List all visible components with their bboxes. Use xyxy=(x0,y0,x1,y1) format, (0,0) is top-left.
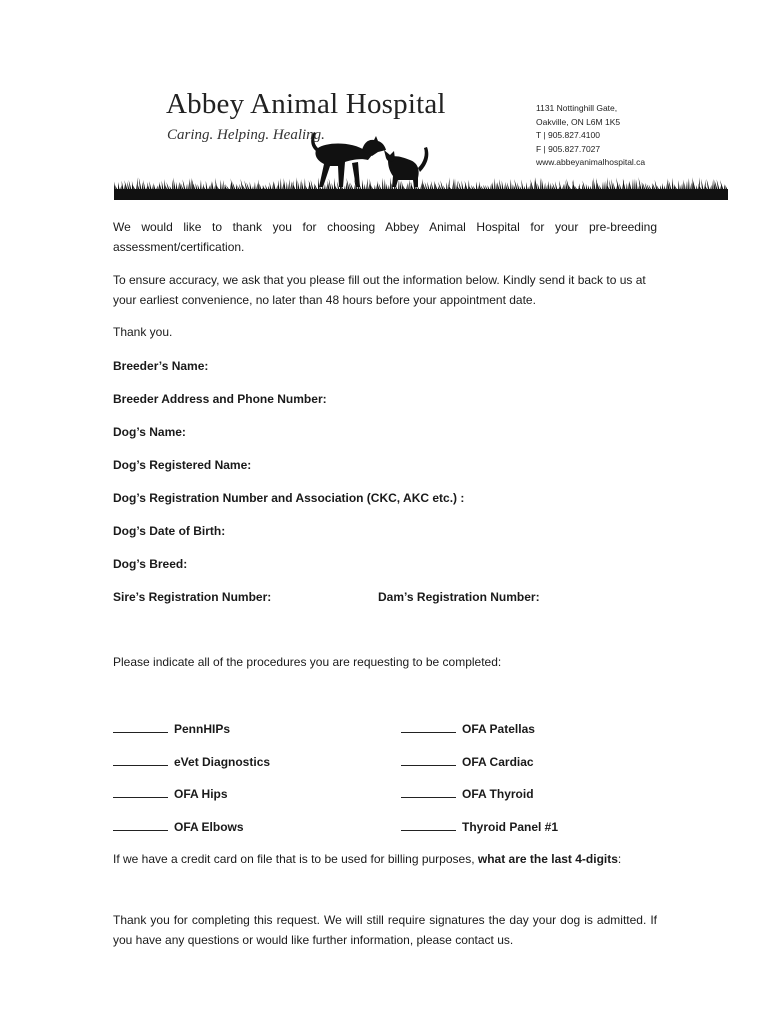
procedure-option-ofa-hips[interactable] xyxy=(113,786,228,801)
hospital-tagline: Caring. Helping. Healing. xyxy=(167,127,325,143)
procedure-label: OFA Thyroid xyxy=(462,787,534,801)
checkbox-blank[interactable] xyxy=(401,786,456,798)
hospital-name: Abbey Animal Hospital xyxy=(166,88,446,120)
procedure-option-ofa-cardiac[interactable] xyxy=(401,754,534,769)
dog-dob-label: Dog’s Date of Birth: xyxy=(113,524,226,538)
checkbox-blank[interactable] xyxy=(113,721,168,733)
dog-registration-label: Dog’s Registration Number and Association (CKC, AKC etc.) : xyxy=(113,491,465,505)
dog-breed-label: Dog’s Breed: xyxy=(113,557,188,571)
intro-paragraph-2: To ensure accuracy, we ask that you please fill out the information below. Kindly send it back to us at your earliest convenience, no later than 48 hours before your appointment date. xyxy=(113,273,646,307)
procedure-option-ofa-patellas[interactable] xyxy=(401,721,535,736)
address-line-1: 1131 Nottinghill Gate, xyxy=(536,103,618,113)
procedure-label: eVet Diagnostics xyxy=(174,755,271,769)
checkbox-blank[interactable] xyxy=(113,786,168,798)
credit-card-colon: : xyxy=(617,852,622,866)
sire-registration-label: Sire’s Registration Number: xyxy=(113,590,272,604)
procedure-option-thyroid-panel[interactable] xyxy=(401,819,558,834)
closing-paragraph: Thank you for completing this request. We will still require signatures the day your dog is admitted. If you have any questions or would like further information, please contact us. xyxy=(113,913,657,947)
procedure-option-ofa-elbows[interactable] xyxy=(113,819,244,834)
checkbox-blank[interactable] xyxy=(401,819,456,831)
procedure-label: Thyroid Panel #1 xyxy=(462,820,559,834)
breeder-address-label: Breeder Address and Phone Number: xyxy=(113,392,327,406)
phone-number: T | 905.827.4100 xyxy=(536,130,600,141)
checkbox-blank[interactable] xyxy=(401,754,456,766)
grass-strip xyxy=(114,177,728,200)
thank-you-line: Thank you. xyxy=(113,325,173,339)
contact-block xyxy=(536,102,645,170)
procedure-label: OFA Cardiac xyxy=(462,755,534,769)
dam-registration-label: Dam’s Registration Number: xyxy=(378,590,540,604)
procedure-option-ofa-thyroid[interactable] xyxy=(401,786,534,801)
intro-paragraph-1: We would like to thank you for choosing Abbey Animal Hospital for your pre-breeding assessment/certification. xyxy=(113,220,657,254)
website-url: www.abbeyanimalhospital.ca xyxy=(536,157,646,168)
procedure-label: PennHIPs xyxy=(174,722,231,736)
procedure-option-pennhips[interactable] xyxy=(113,721,230,736)
procedure-option-evet[interactable] xyxy=(113,754,270,769)
checkbox-blank[interactable] xyxy=(113,819,168,831)
address-line-2: Oakville, ON L6M 1K5 xyxy=(536,116,621,127)
breeder-name-label: Breeder’s Name: xyxy=(113,359,209,373)
procedure-label: OFA Elbows xyxy=(174,820,244,834)
dog-name-label: Dog’s Name: xyxy=(113,425,186,439)
procedure-label: OFA Hips xyxy=(174,787,228,801)
checkbox-blank[interactable] xyxy=(113,754,168,766)
credit-card-question xyxy=(113,850,657,870)
procedure-label: OFA Patellas xyxy=(462,722,535,736)
dog-registered-name-label: Dog’s Registered Name: xyxy=(113,458,252,472)
credit-card-emphasis: what are the last 4-digits xyxy=(477,852,618,866)
credit-card-text: If we have a credit card on file that is to be used for billing purposes, xyxy=(113,852,478,866)
procedures-prompt: Please indicate all of the procedures you are requesting to be completed: xyxy=(113,655,502,669)
fax-number: F | 905.827.7027 xyxy=(536,143,601,154)
checkbox-blank[interactable] xyxy=(401,721,456,733)
